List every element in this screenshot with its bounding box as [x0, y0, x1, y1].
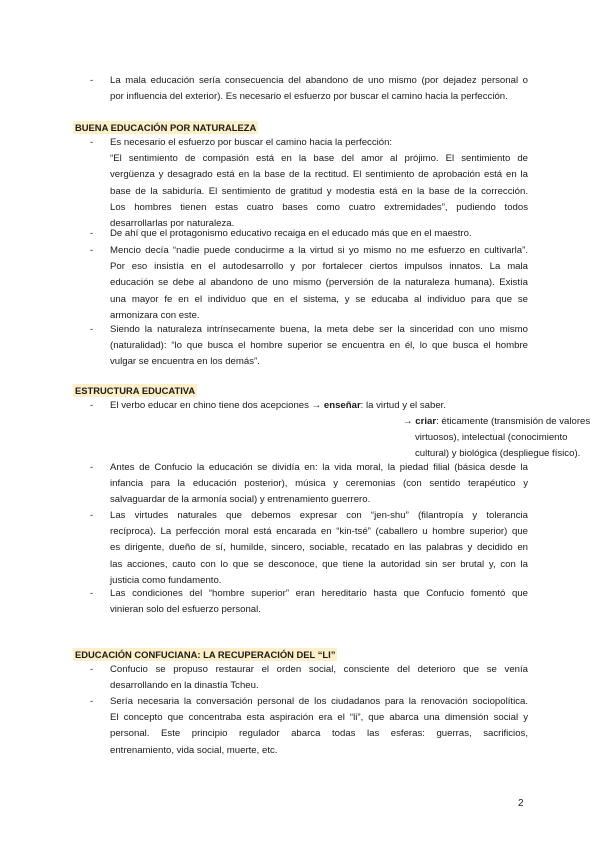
bullet-dash: - [90, 664, 94, 675]
list-item [90, 586, 528, 618]
text-line: las acciones, cauto con lo que se desconoce, que tiene la autoridad sin ser brutal y, con la [110, 558, 528, 570]
text-line: entrenamiento, vida social, muerte, etc. [110, 744, 278, 756]
term-ensenar: enseñar [323, 400, 361, 411]
text-line: armonizara con este. [110, 309, 200, 321]
bullet-dash: - [90, 137, 94, 148]
text-line: base de la sabiduría. El sentimiento de gratitud y modestia está en la base de la corrección. [110, 185, 528, 197]
text-line: vergüenza y desagrado está en la base de la rectitud. El sentimiento de aprobación está en la [110, 169, 528, 181]
sub-definition-criar [403, 414, 590, 463]
text-line: Los hombres tienen estas cuatro bases como cuatro extremidades”, pudiendo todos [110, 201, 528, 213]
text-line: salvaguardar de la armonía social) y entrenamiento guerrero. [110, 494, 371, 506]
bullet-dash: - [90, 510, 94, 521]
text-line: personal. Este principio regulador abarca todas las esferas: guerras, sacrificios, [110, 728, 528, 740]
section-heading-educacion-confuciana: EDUCACIÓN CONFUCIANA: LA RECUPERACIÓN DEL “LI” [75, 649, 336, 660]
list-item [90, 694, 528, 759]
text-line: educación se debe al abandono de uno mismo (perversión de la naturaleza humana). Existía [110, 277, 528, 289]
text-line: vinieran solo del esfuerzo personal. [110, 604, 261, 616]
term-criar: criar [415, 416, 437, 427]
text-line: por influencia del exterior). Es necesario el esfuerzo por buscar el camino hacia la perfección. [110, 91, 508, 103]
text-line: justicia como fundamento. [110, 574, 222, 586]
text-line: vulgar se encuentra en los demás”. [110, 356, 260, 368]
bullet-dash: - [90, 400, 94, 411]
bullet-dash: - [90, 245, 94, 256]
bullet-dash: - [90, 324, 94, 335]
bullet-dash: - [90, 462, 94, 473]
section-heading-buena-educacion: BUENA EDUCACIÓN POR NATURALEZA [75, 122, 257, 133]
list-item [90, 508, 528, 589]
list-item [90, 135, 528, 232]
text-line: Mencio decía “nadie puede conducirme a la virtud si yo mismo no me esfuerzo en cultivarla”. [110, 245, 528, 256]
bullet-dash: - [90, 588, 94, 599]
list-item-intro [90, 73, 528, 105]
text-line: Por eso insistía en el autodesarrollo y por fortalecer ciertos impulsos innatos. La mala [110, 261, 528, 273]
text-line: recíproca). La perfección moral está encarada en “kin-tsé” (caballero u hombre superior) que [110, 526, 528, 538]
acepciones-prefix: El verbo educar en chino tiene dos acepciones → [110, 400, 322, 411]
list-item-acepciones [90, 398, 591, 460]
text-line [403, 414, 590, 430]
list-item [90, 226, 528, 242]
text-line: es dirigente, dueño de sí, humilde, sincero, sociable, recatado en las palabras y decidido en [110, 542, 528, 554]
text-line: infancia para la educación posterior), música y ceremonias (con sentido terapéutico y [110, 478, 528, 490]
text-line: Es necesario el esfuerzo por buscar el camino hacia la perfección: [110, 137, 393, 148]
list-item [90, 322, 528, 371]
definition-ensenar: : la virtud y el saber. [360, 400, 446, 411]
text-line: El concepto que concentraba esta aspiración era el “li”, que abarca una dimensión social y [110, 712, 528, 724]
bullet-dash: - [90, 696, 94, 707]
text-line: De ahí que el protagonismo educativo recaiga en el educado más que en el maestro. [110, 228, 472, 239]
text-line: Las condiciones del “hombre superior” eran hereditario hasta que Confucio fomentó que [110, 588, 528, 599]
text-line: virtuosos), intelectual (conocimiento [415, 432, 568, 444]
list-item [90, 460, 528, 509]
text-line: La mala educación sería consecuencia del abandono de uno mismo (por dejadez personal o [110, 75, 528, 86]
text-line: una mayor fe en el individuo que en el sistema, y se educaba al individuo para que se [110, 293, 528, 305]
list-item [90, 662, 528, 694]
list-item [90, 243, 528, 324]
section-heading-estructura-educativa: ESTRUCTURA EDUCATIVA [75, 385, 196, 396]
text-line: desarrollando en la dinastía Tcheu. [110, 680, 259, 692]
bullet-dash: - [90, 75, 94, 86]
text-line: Sería necesaria la conversación personal de los ciudadanos para la renovación sociopolítica. [110, 696, 528, 707]
text-line: Antes de Confucio la educación se dividía en: la vida moral, la piedad filial (básica desde la [110, 462, 528, 473]
arrow-icon: → [403, 416, 413, 427]
text-line: Las virtudes naturales que debemos expresar con “jen-shu” (filantropía y tolerancia [110, 510, 528, 521]
text-line: (naturalidad): “lo que busca el hombre superior se encuentra en él, lo que busca el hombre [110, 340, 528, 352]
text-line: “El sentimiento de compasión está en la base del amor al prójimo. El sentimiento de [110, 153, 528, 165]
text-line [110, 398, 528, 414]
text-line: Siendo la naturaleza intrínsecamente buena, la meta debe ser la sinceridad con uno mismo [110, 324, 528, 335]
text-line: cultural) y biológica (despliegue físico). [415, 448, 581, 460]
text-line: desarrollarlas por naturaleza. [110, 218, 235, 230]
text-line: Confucio se propuso restaurar el orden social, consciente del deterioro que se venía [110, 664, 528, 675]
bullet-dash: - [90, 228, 94, 239]
definition-criar: : éticamente (transmisión de valores [436, 416, 591, 427]
page-number: 2 [518, 798, 524, 809]
